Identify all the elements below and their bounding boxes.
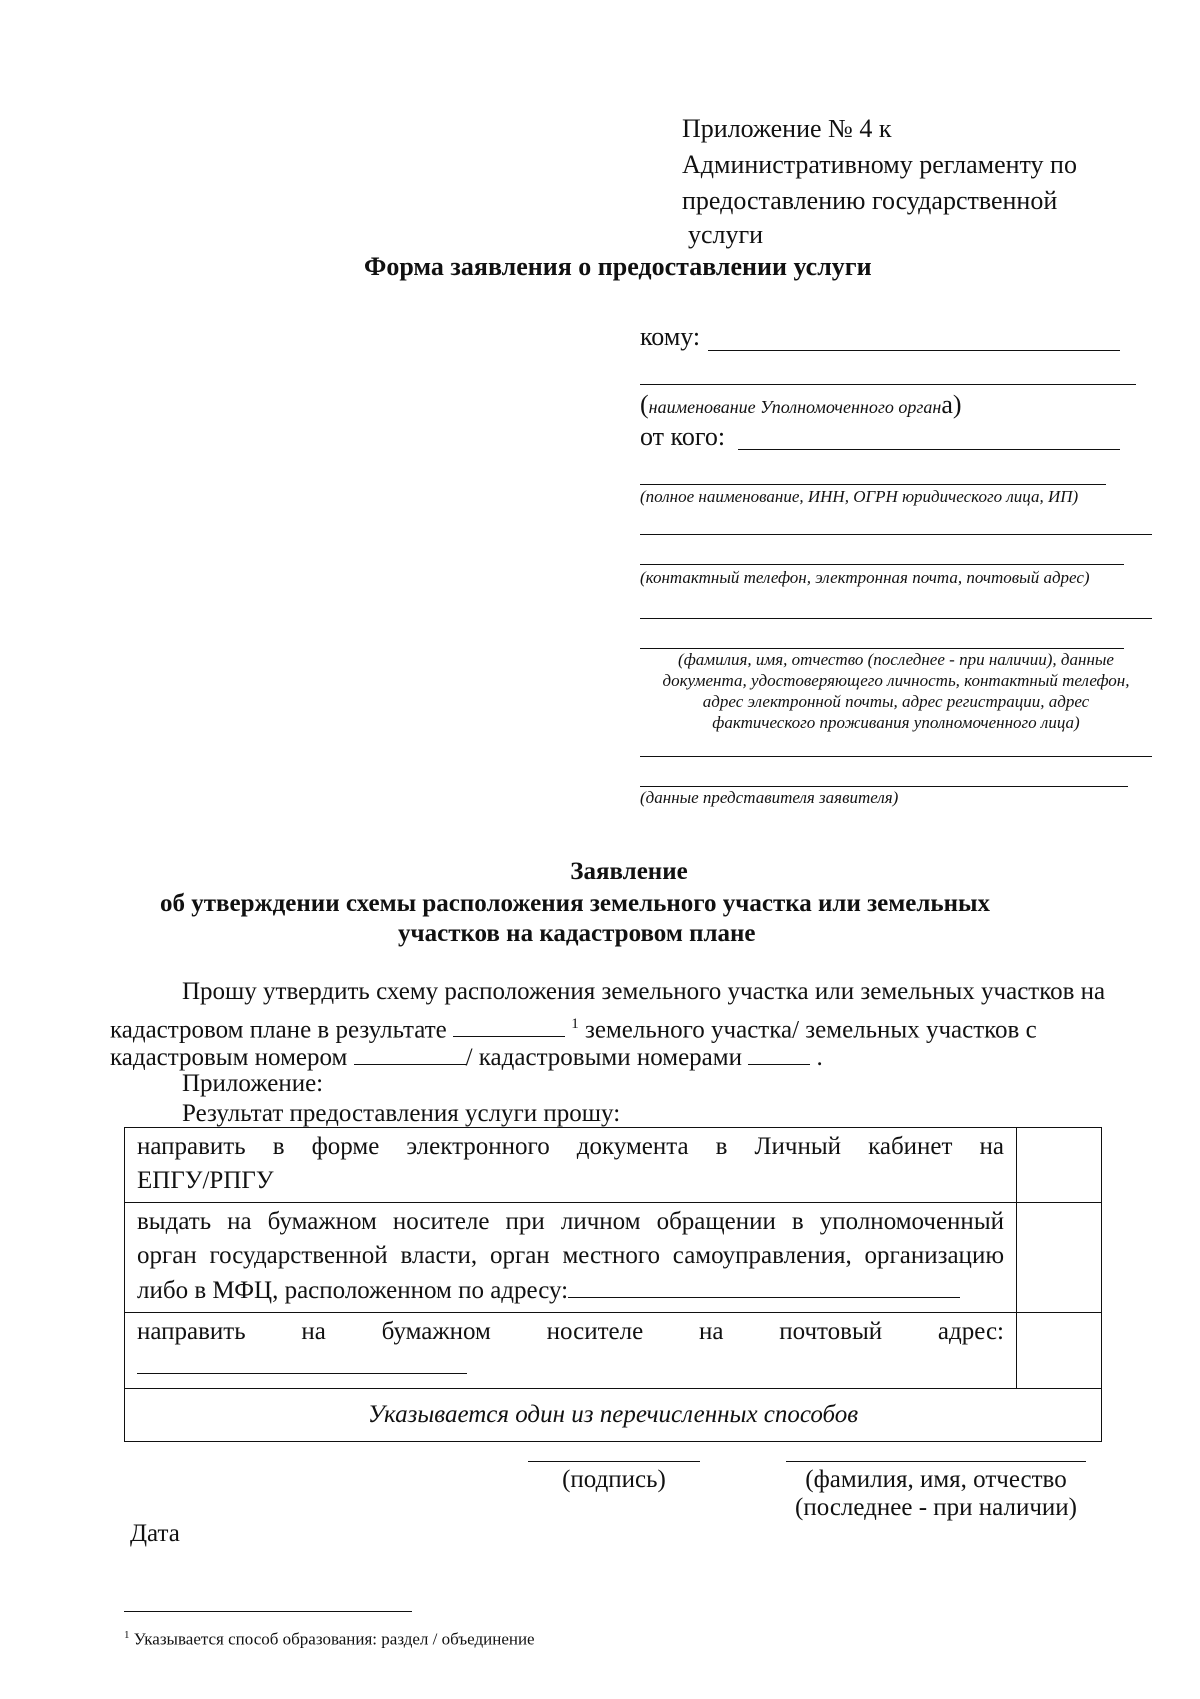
formation-method-blank[interactable]	[453, 1012, 565, 1037]
full-name-caption-2: (последнее - при наличии)	[795, 1494, 1077, 1521]
to-caption-open: (	[640, 390, 649, 419]
from-caption: (полное наименование, ИНН, ОГРН юридического лица, ИП)	[640, 487, 1079, 506]
option-post-address-blank-wrap	[137, 1349, 1004, 1384]
request-line-3-end: .	[816, 1044, 823, 1071]
from-org-line[interactable]	[640, 484, 1106, 485]
attachment-label: Приложение:	[182, 1070, 324, 1097]
appendix-line-4: услуги	[688, 220, 764, 249]
full-name-caption-1: (фамилия, имя, отчество	[805, 1466, 1067, 1493]
option-epgu-line-2: ЕПГУ/РПГУ	[137, 1167, 274, 1194]
statement-title: Заявление	[570, 858, 688, 885]
to-caption-text: наименование Уполномоченного орган	[648, 397, 942, 417]
options-note: Указывается один из перечисленных способов	[367, 1401, 859, 1428]
office-address-blank[interactable]	[568, 1273, 960, 1298]
representative-caption: (данные представителя заявителя)	[640, 788, 899, 807]
option-paper-office-checkbox[interactable]	[1017, 1203, 1102, 1313]
person-caption-4: фактического проживания уполномоченного лица)	[712, 713, 1080, 732]
option-post-checkbox[interactable]	[1017, 1313, 1102, 1389]
date-label: Дата	[130, 1520, 180, 1547]
person-caption-3: адрес электронной почты, адрес регистрации, адрес	[702, 692, 1090, 711]
request-line-3-mid: / кадастровыми номерами	[465, 1044, 742, 1071]
option-text-cell	[125, 1128, 1017, 1203]
cadastral-numbers-blank[interactable]	[748, 1040, 810, 1065]
option-post-text	[125, 1313, 1016, 1388]
option-paper-office-text	[125, 1203, 1016, 1312]
option-paper-office-line-2: орган государственной власти, орган местного самоуправления, организацию	[137, 1242, 1004, 1269]
option-epgu-line-1: направить в форме электронного документа в Личный кабинет на	[137, 1133, 1004, 1160]
to-input-line-2[interactable]	[640, 384, 1136, 385]
appendix-line-1: Приложение № 4 к	[682, 114, 892, 143]
from-input-line[interactable]	[738, 449, 1120, 450]
person-caption-2: документа, удостоверяющего личность, контактный телефон,	[662, 671, 1130, 690]
option-text-cell	[125, 1203, 1017, 1313]
to-caption-close: а)	[941, 390, 962, 419]
request-line-3-start: кадастровым номером	[110, 1044, 348, 1071]
person-caption-1: (фамилия, имя, отчество (последнее - при наличии), данные	[678, 650, 1114, 669]
result-request: Результат предоставления услуги прошу:	[182, 1100, 621, 1127]
cadastral-number-blank[interactable]	[354, 1040, 466, 1065]
to-caption	[640, 388, 962, 424]
option-paper-office-line-1: выдать на бумажном носителе при личном обращении в уполномоченный	[137, 1208, 1004, 1235]
contacts-line-2[interactable]	[640, 564, 1124, 565]
footnote-ref: 1	[571, 1016, 579, 1032]
statement-subtitle-1: об утверждении схемы расположения земельного участка или земельных	[160, 890, 991, 917]
contacts-line-1[interactable]	[640, 534, 1152, 535]
footnote-separator	[124, 1611, 412, 1612]
footnote-mark: 1	[124, 1629, 130, 1641]
option-note-row	[125, 1389, 1102, 1442]
request-line-1: Прошу утвердить схему расположения земельного участка или земельных участков на	[182, 978, 1106, 1005]
option-row-epgu	[125, 1128, 1102, 1203]
contacts-caption: (контактный телефон, электронная почта, почтовый адрес)	[640, 568, 1090, 587]
delivery-options-table	[124, 1127, 1102, 1442]
from-label: от кого:	[640, 422, 726, 451]
full-name-line[interactable]	[786, 1461, 1086, 1462]
footnote-text: Указывается способ образования: раздел / объединение	[133, 1629, 535, 1649]
to-input-line[interactable]	[708, 350, 1120, 351]
appendix-line-3: предоставлению государственной	[682, 186, 1058, 215]
option-epgu-text	[125, 1128, 1016, 1202]
footnote	[124, 1624, 535, 1651]
signature-caption: (подпись)	[562, 1466, 666, 1493]
statement-subtitle-2: участков на кадастровом плане	[398, 920, 756, 947]
option-epgu-checkbox[interactable]	[1017, 1128, 1102, 1203]
option-row-post	[125, 1313, 1102, 1389]
appendix-line-2: Административному регламенту по	[682, 150, 1077, 179]
signature-line[interactable]	[528, 1461, 700, 1462]
request-line-2-end: земельного участка/ земельных участков с	[585, 1016, 1037, 1044]
option-paper-office-line-3	[137, 1273, 1004, 1308]
option-post-line-1: направить на бумажном носителе на почтовый адрес:	[137, 1318, 1004, 1345]
representative-line-1[interactable]	[640, 756, 1152, 757]
post-address-blank[interactable]	[137, 1349, 467, 1374]
request-line-2-start: кадастровом плане в результате	[110, 1016, 447, 1044]
to-label: кому:	[640, 322, 701, 351]
option-text-cell	[125, 1313, 1017, 1389]
person-line-1[interactable]	[640, 618, 1152, 619]
option-row-paper-office	[125, 1203, 1102, 1313]
option-note-cell	[125, 1389, 1102, 1442]
form-title: Форма заявления о предоставлении услуги	[364, 252, 872, 281]
option-paper-office-line-3-text: либо в МФЦ, расположенном по адресу:	[137, 1277, 569, 1304]
